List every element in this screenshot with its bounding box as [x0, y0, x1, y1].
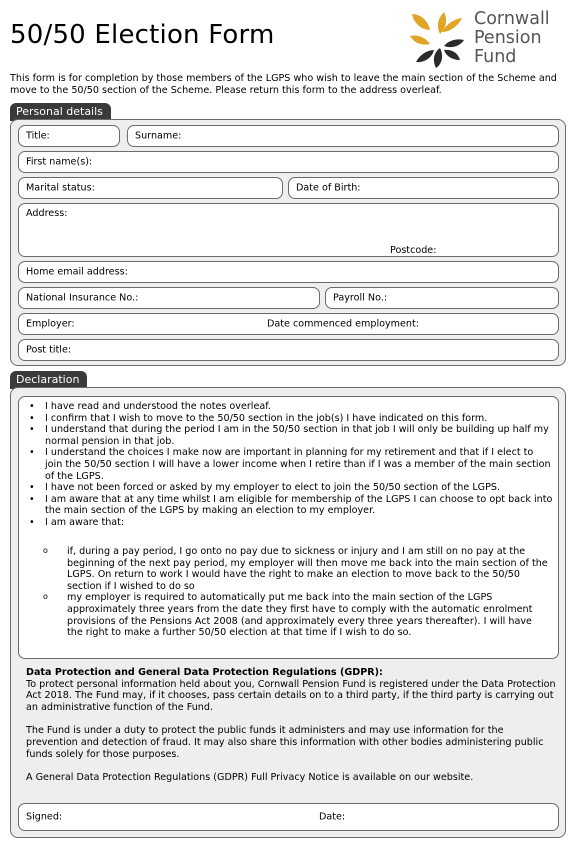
address-field[interactable] — [18, 203, 559, 257]
post-title-field[interactable] — [18, 339, 559, 361]
declaration-item: • I am aware that at any time whilst I am eligible for membership of the LGPS I can choose to opt back into the main section of the LGPS by making an election to my employer. — [25, 494, 553, 517]
logo-mark-icon — [406, 8, 468, 70]
logo-wordmark — [474, 10, 550, 67]
declaration-item: • I understand the choices I make now are important in planning for my retirement and that if I elect to join the 50/50 section I will have a lower income when I retire than if I was a member of the main section of the LGPS. — [25, 447, 553, 482]
first-names-label: First name(s): — [26, 156, 93, 168]
first-names-field[interactable] — [18, 151, 559, 173]
marital-status-field[interactable] — [18, 177, 283, 199]
gdpr-paragraph-1: To protect personal information held about you, Cornwall Pension Fund is registered under the Data Protection Act 2018. The Fund may, if it chooses, pass certain details on to a third party, if the third party is carrying out an administrative function of the Fund. — [26, 678, 556, 713]
declaration-item: • I understand that during the period I am in the 50/50 section in that job I will only be building up half my normal pension in that job. — [25, 424, 553, 447]
date-label: Date: — [319, 811, 346, 823]
personal-details-tab: Personal details — [10, 103, 111, 121]
declaration-box — [18, 396, 559, 659]
signature-field[interactable] — [18, 803, 559, 831]
cornwall-pension-fund-logo — [406, 8, 566, 70]
signed-label: Signed: — [26, 811, 63, 823]
declaration-item-aware — [25, 517, 553, 529]
ni-number-field[interactable] — [18, 287, 320, 309]
declaration-list — [25, 401, 553, 529]
page-title: 50/50 Election Form — [10, 20, 275, 50]
gdpr-paragraph-2: The Fund is under a duty to protect the public funds it administers and may use information for the prevention and detection of fraud. It may also share this information with other bodies administering public funds solely for those purposes. — [26, 725, 544, 760]
payroll-number-label: Payroll No.: — [333, 292, 388, 304]
address-label: Address: — [26, 208, 68, 219]
home-email-label: Home email address: — [26, 266, 128, 278]
logo-line-2: Pension — [474, 28, 542, 48]
employer-label: Employer: — [26, 318, 75, 330]
date-of-birth-label: Date of Birth: — [296, 182, 361, 194]
declaration-item: • I have not been forced or asked by my employer to elect to join the 50/50 section of the LGPS. — [25, 482, 553, 494]
postcode-label: Postcode: — [390, 245, 437, 256]
declaration-item-label: I am aware that: — [45, 516, 125, 528]
date-of-birth-field[interactable] — [288, 177, 559, 199]
title-label: Title: — [26, 130, 50, 142]
ni-number-label: National Insurance No.: — [26, 292, 139, 304]
intro-text: This form is for completion by those members of the LGPS who wish to leave the main section of the Scheme and move to the 50/50 section of the Scheme. Please return this form to the address overleaf. — [10, 73, 557, 96]
declaration-sub-list — [25, 546, 553, 639]
post-title-label: Post title: — [26, 344, 72, 356]
home-email-field[interactable] — [18, 261, 559, 283]
declaration-item: • I have read and understood the notes overleaf. — [25, 401, 553, 413]
marital-status-label: Marital status: — [26, 182, 95, 194]
declaration-sub-item: o if, during a pay period, I go onto no pay due to sickness or injury and I am still on no pay at the beginning of the next pay period, my employer will then move me back into the main section of the LGPS. On return to work I would have the right to make an election to move back to the 50/50 section if I wished to do so — [25, 546, 553, 592]
declaration-sub-item: o my employer is required to automatically put me back into the main section of the LGPS approximately three years from the date they first have to comply with the automatic enrolment provisions of the Pensions Act 2008 (and approximately every three years thereafter). I will have the right to make a further 50/50 election at that time if I wish to do so. — [25, 592, 553, 638]
gdpr-heading: Data Protection and General Data Protection Regulations (GDPR): — [26, 667, 383, 678]
gdpr-paragraph-3: A General Data Protection Regulations (GDPR) Full Privacy Notice is available on our website. — [26, 772, 474, 784]
date-commenced-label: Date commenced employment: — [267, 318, 419, 330]
payroll-number-field[interactable] — [325, 287, 559, 309]
logo-line-1: Cornwall — [474, 9, 550, 29]
surname-field[interactable] — [127, 125, 559, 147]
gdpr-notice — [26, 667, 558, 784]
employer-field[interactable] — [18, 313, 559, 335]
declaration-item: • I confirm that I wish to move to the 50/50 section in the job(s) I have indicated on this form. — [25, 413, 553, 425]
title-field[interactable] — [18, 125, 120, 147]
logo-line-3: Fund — [474, 47, 517, 67]
declaration-tab: Declaration — [10, 371, 87, 389]
surname-label: Surname: — [135, 130, 182, 142]
